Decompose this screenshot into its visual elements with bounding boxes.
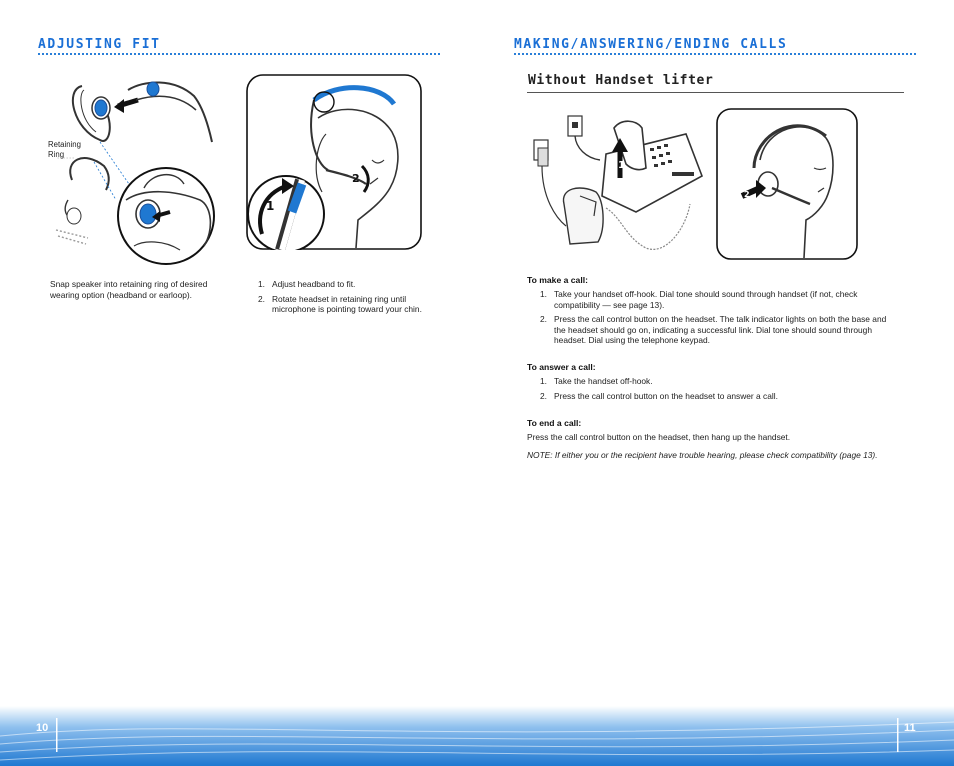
base-unit: [563, 188, 603, 244]
right-title-rule: [514, 53, 916, 55]
headset-assembly-figure: [44, 70, 220, 266]
answer-step-1-text: Take the handset off-hook.: [554, 376, 653, 386]
make-call-steps: [540, 289, 900, 350]
left-page-divider: [56, 718, 58, 752]
answer-step-1: [540, 376, 900, 387]
make-step-1-text: Take your handset off-hook. Dial tone should sound through handset (if not, check compatibility — see page 13).: [554, 289, 858, 310]
zoom-circle-1: [118, 168, 214, 264]
left-section-title: ADJUSTING FIT: [38, 37, 161, 52]
right-section-title: MAKING/ANSWERING/ENDING CALLS: [514, 37, 788, 52]
left-step-1-text: Adjust headband to fit.: [272, 279, 356, 289]
left-step-2-num: 2.: [258, 293, 265, 304]
left-page-number: 10: [36, 722, 49, 734]
mic-boom-shape: [128, 82, 212, 142]
left-step-1-num: 1.: [258, 279, 265, 289]
retaining-label-line-1: Retaining: [48, 140, 81, 149]
answer-step-2-num: 2.: [540, 390, 547, 401]
answer-step-2-text: Press the call control button on the headset to answer a call.: [554, 390, 778, 401]
left-steps: [258, 279, 426, 319]
make-step-2-text: Press the call control button on the headset. The talk indicator lights on both the base and the headset should go on, indicating a successful link. Dial tone should sound through headset. Dial using the telephone keypad.: [554, 314, 887, 345]
footer-band: [0, 706, 954, 766]
compatibility-note: NOTE: If either you or the recipient have trouble hearing, please check compatibility (page 13).: [527, 450, 878, 460]
answer-call-heading: To answer a call:: [527, 362, 596, 372]
left-step-2-text: Rotate headset in retaining ring until microphone is pointing toward your chin.: [272, 293, 422, 314]
headband-shape: [70, 158, 109, 190]
left-caption: Snap speaker into retaining ring of desired wearing option (headband or earloop).: [50, 279, 208, 300]
retaining-ring-blue-1: [95, 100, 107, 116]
retaining-ring-label: [48, 140, 81, 159]
headset-wearer-figure: [716, 108, 858, 260]
right-subtitle: Without Handset lifter: [528, 73, 714, 88]
callout-phone-1: 1: [618, 160, 625, 171]
right-page-number: 11: [904, 722, 916, 734]
callout-1: 1: [266, 199, 275, 213]
end-call-text: Press the call control button on the headset, then hang up the handset.: [527, 432, 791, 442]
left-step-2: [258, 294, 426, 315]
make-step-1-num: 1.: [540, 289, 547, 299]
end-call-heading: To end a call:: [527, 418, 582, 428]
subtitle-rule: [527, 92, 904, 93]
wearer-frame: [717, 109, 857, 259]
make-step-2-num: 2.: [540, 314, 547, 324]
make-step-2: [540, 314, 900, 346]
left-title-rule: [38, 53, 440, 55]
headband-adjust-figure: [246, 74, 422, 250]
answer-call-steps: [540, 376, 900, 405]
answer-step-2: [540, 391, 900, 402]
left-step-1: [258, 279, 426, 290]
retaining-label-line-2: Ring: [48, 149, 65, 159]
make-step-1: [540, 289, 900, 310]
callout-2: 2: [352, 172, 360, 185]
callout-wearer-2: 2: [744, 190, 750, 199]
make-call-heading: To make a call:: [527, 275, 588, 285]
answer-step-1-num: 1.: [540, 376, 547, 386]
right-page-divider: [897, 718, 899, 752]
coiled-cord: [606, 204, 690, 249]
retaining-ring-blue-2: [140, 204, 156, 224]
telephone-base-figure: [526, 108, 706, 258]
